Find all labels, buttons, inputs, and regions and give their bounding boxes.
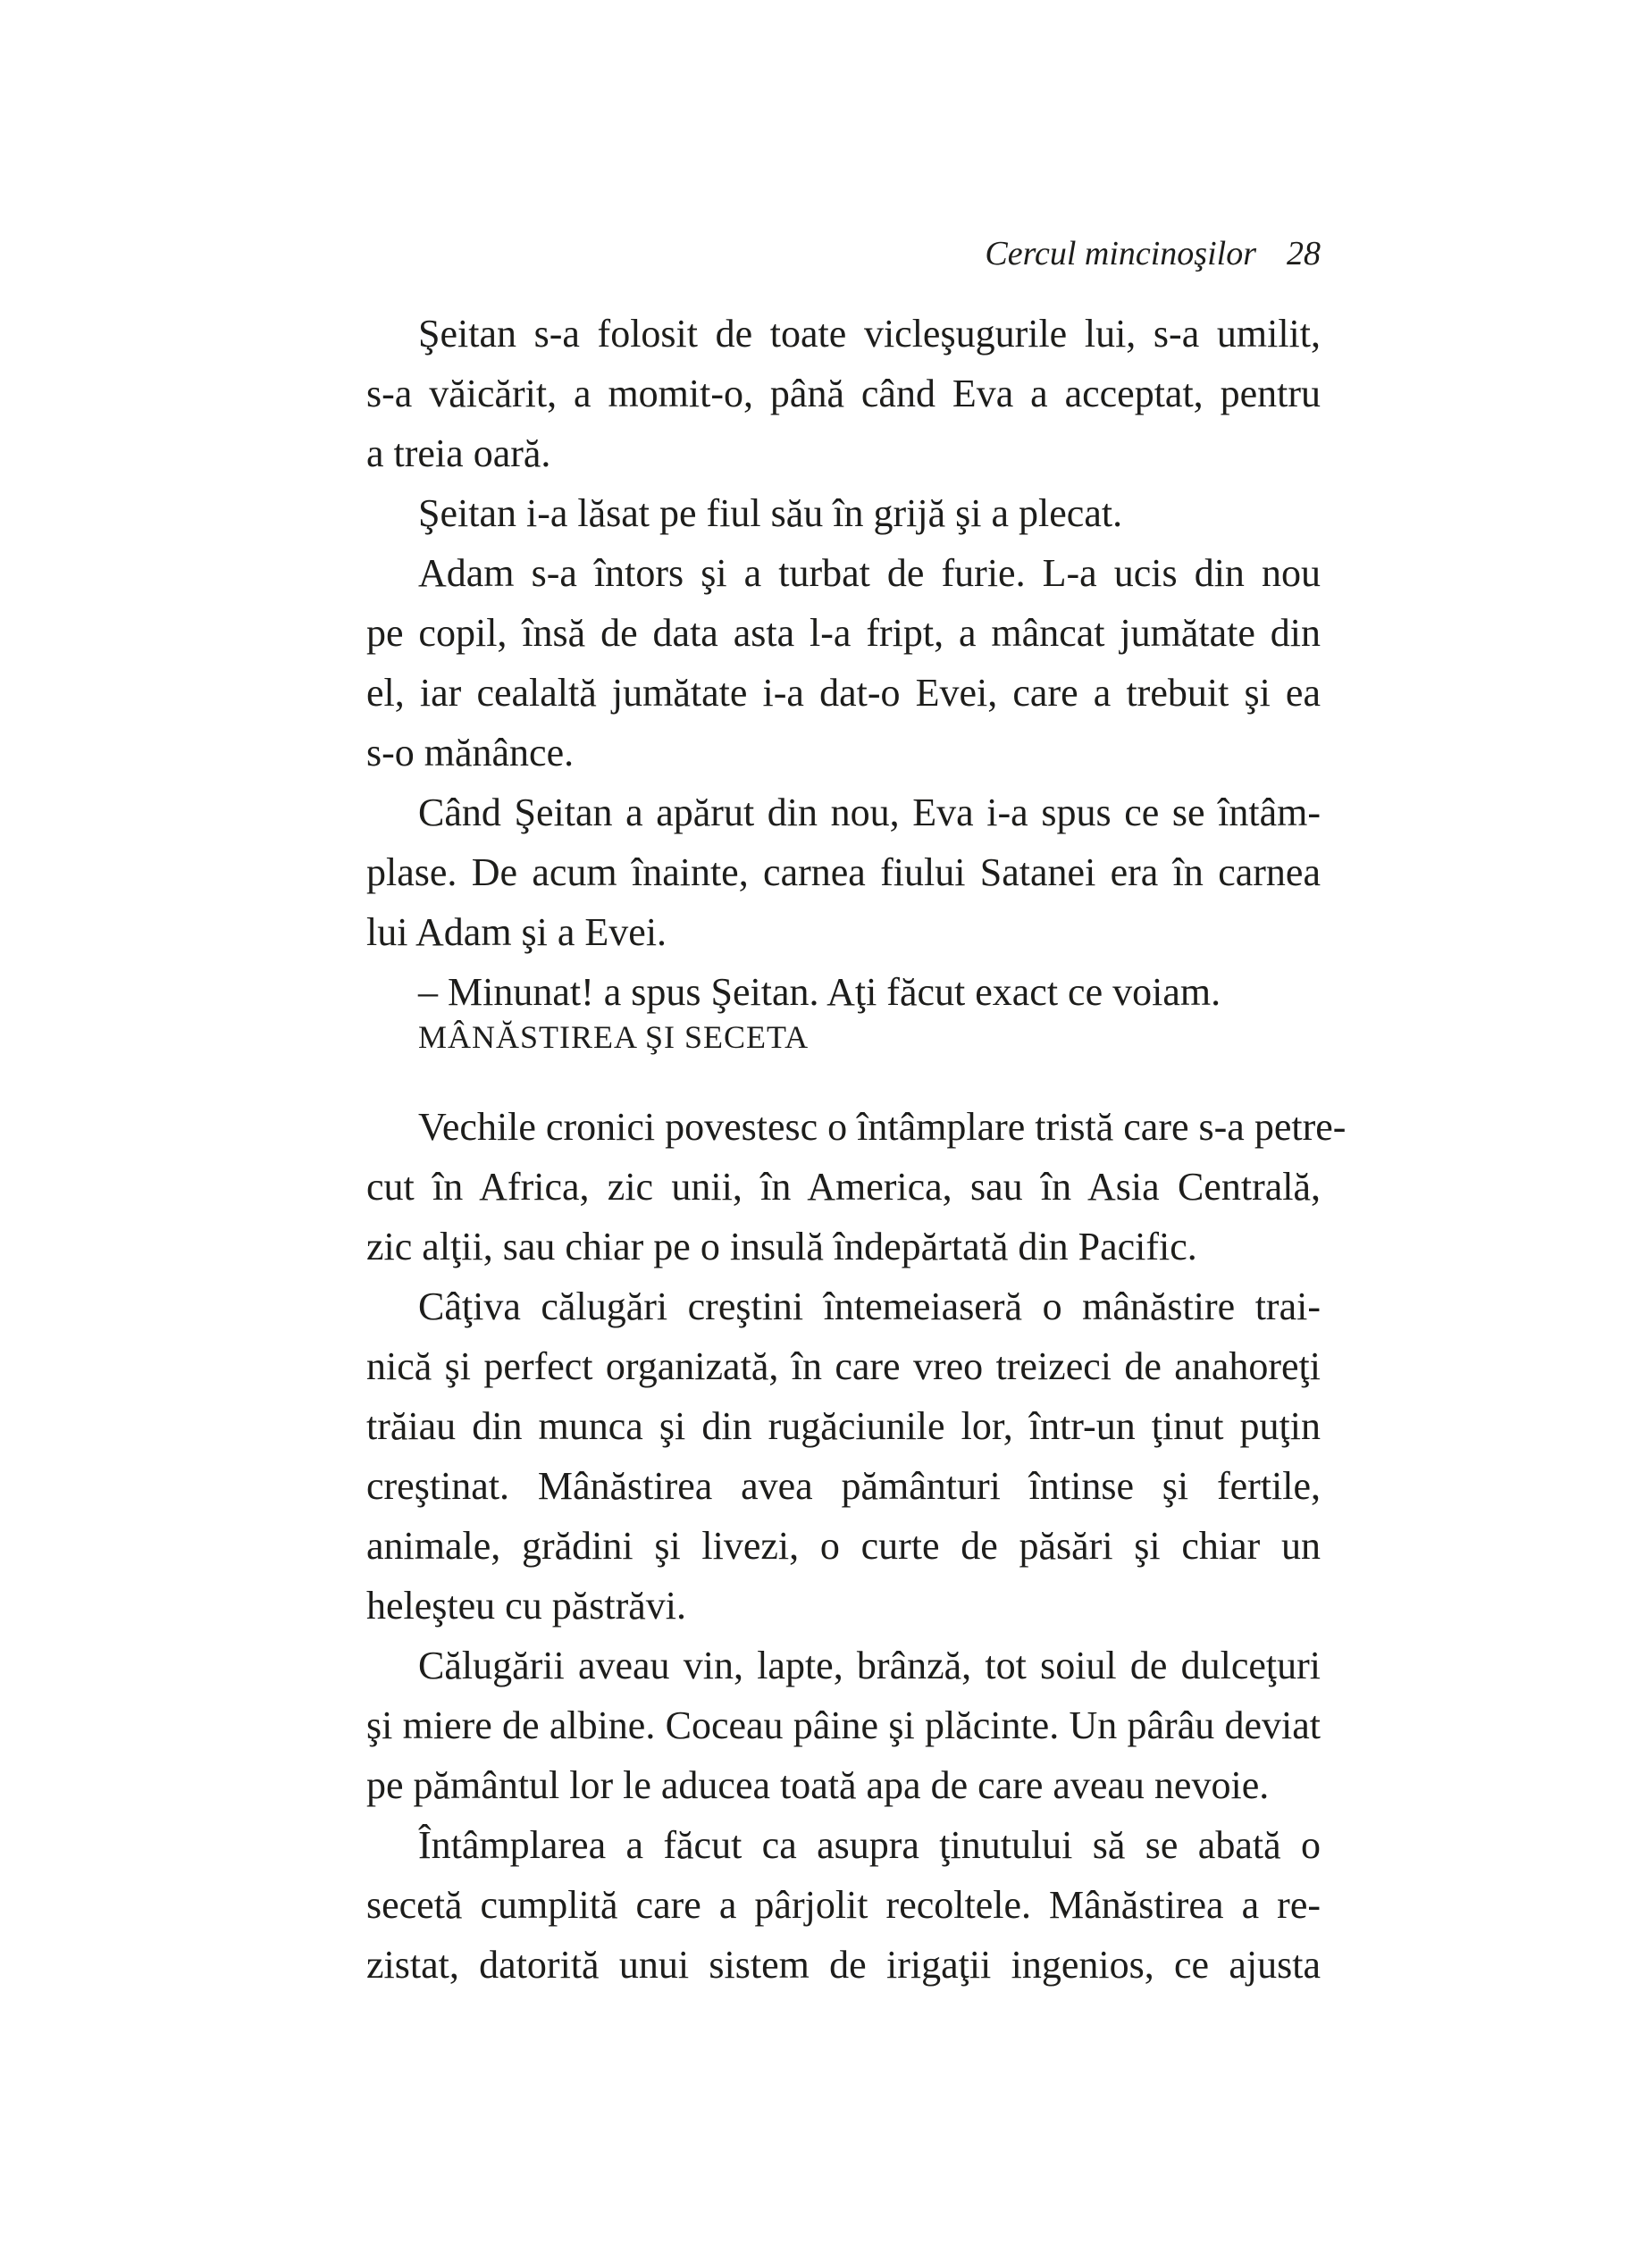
text-line: creştinat. Mânăstirea avea pământuri întinse şi fertile, bbox=[366, 1464, 1321, 1508]
text-line: Adam s-a întors şi a turbat de furie. L-a ucis din nou bbox=[418, 551, 1321, 595]
text-line: animale, grădini şi livezi, o curte de păsări şi chiar un bbox=[366, 1524, 1321, 1568]
running-head-title: Cercul mincinoşilor bbox=[985, 235, 1256, 272]
section-heading: MÂNĂSTIREA ŞI SECETA bbox=[418, 1019, 810, 1055]
text-line: Vechile cronici povestesc o întâmplare tristă care s-a petre- bbox=[418, 1105, 1347, 1149]
text-line: şi miere de albine. Coceau pâine şi plăcinte. Un pârâu deviat bbox=[366, 1703, 1321, 1747]
text-line: pe copil, însă de data asta l-a fript, a mâncat jumătate din bbox=[366, 611, 1321, 655]
text-line: s-o mănânce. bbox=[366, 731, 575, 774]
text-line: a treia oară. bbox=[366, 431, 551, 475]
text-line: lui Adam şi a Evei. bbox=[366, 910, 667, 954]
section-2-text bbox=[366, 1097, 1347, 1995]
text-line: plase. De acum înainte, carnea fiului Satanei era în carnea bbox=[366, 850, 1321, 894]
text-line: Câţiva călugări creştini întemeiaseră o mânăstire trai- bbox=[418, 1285, 1321, 1328]
text-line: Când Şeitan a apărut din nou, Eva i-a spus ce se întâm- bbox=[418, 791, 1321, 834]
section-1-text bbox=[366, 304, 1321, 1022]
text-line: el, iar cealaltă jumătate i-a dat-o Evei, care a trebuit şi ea bbox=[366, 671, 1321, 715]
text-line: zic alţii, sau chiar pe o insulă îndepărtată din Pacific. bbox=[366, 1225, 1197, 1268]
text-line: Călugării aveau vin, lapte, brânză, tot soiul de dulceţuri bbox=[418, 1644, 1321, 1687]
text-line: zistat, datorită unui sistem de irigaţii ingenios, ce ajusta bbox=[366, 1943, 1321, 1987]
text-line: trăiau din munca şi din rugăciunile lor, într-un ţinut puţin bbox=[366, 1404, 1321, 1448]
text-line: Şeitan i-a lăsat pe fiul său în grijă şi a plecat. bbox=[418, 491, 1123, 535]
page-number: 28 bbox=[1287, 235, 1321, 272]
text-line: cut în Africa, zic unii, în America, sau în Asia Centrală, bbox=[366, 1165, 1321, 1209]
text-line: heleşteu cu păstrăvi. bbox=[366, 1584, 686, 1628]
text-line: pe pământul lor le aducea toată apa de care aveau nevoie. bbox=[366, 1763, 1270, 1807]
text-line: nică şi perfect organizată, în care vreo treizeci de anahoreţi bbox=[366, 1344, 1321, 1388]
text-line: Întâmplarea a făcut ca asupra ţinutului să se abată o bbox=[418, 1823, 1321, 1867]
text-line: secetă cumplită care a pârjolit recoltele. Mânăstirea a re- bbox=[366, 1883, 1321, 1927]
running-head bbox=[894, 234, 1321, 273]
text-line: Şeitan s-a folosit de toate vicleşugurile lui, s-a umilit, bbox=[418, 312, 1321, 356]
text-line: – Minunat! a spus Şeitan. Aţi făcut exact ce voiam. bbox=[418, 970, 1221, 1014]
text-line: s-a văicărit, a momit-o, până când Eva a acceptat, pentru bbox=[366, 372, 1321, 415]
